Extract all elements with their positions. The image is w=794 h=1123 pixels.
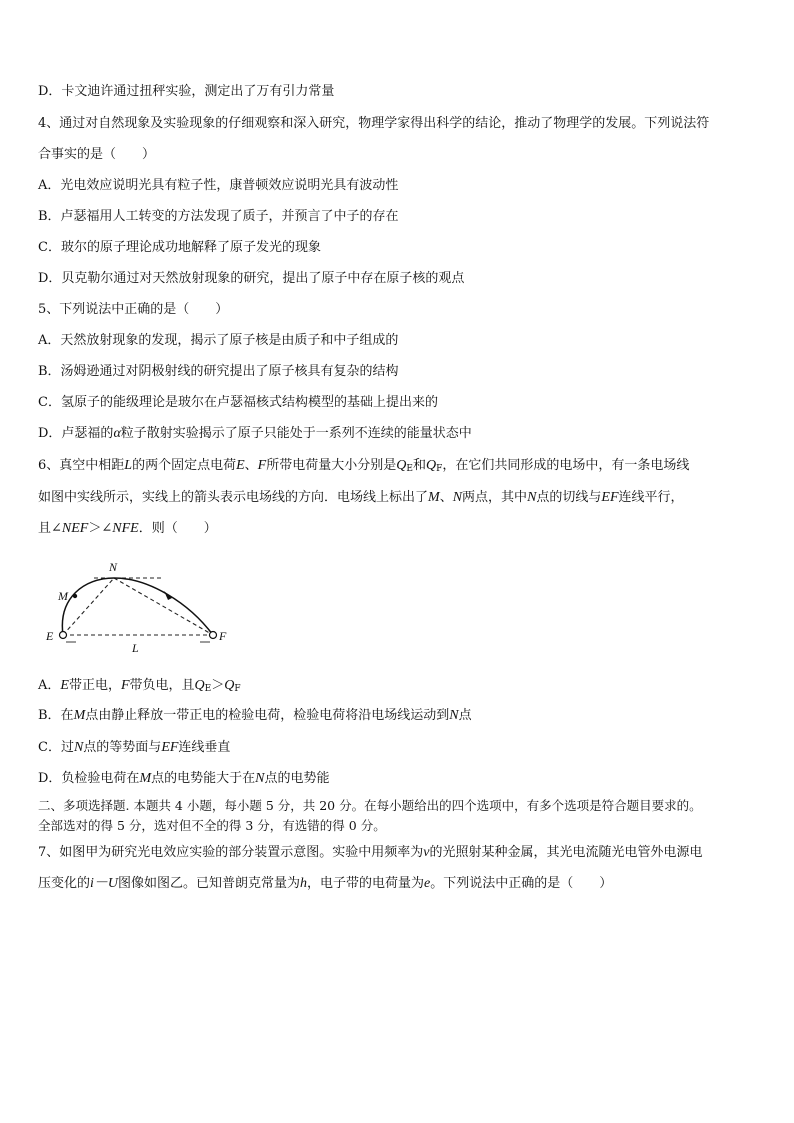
var-N: N — [449, 708, 459, 723]
text: 带正电， — [68, 678, 121, 693]
var-N: N — [255, 771, 265, 786]
var-N: N — [452, 490, 463, 505]
text: 两点，其中 — [462, 490, 528, 505]
var-Q: Q — [396, 458, 407, 473]
subscript-E: E — [406, 464, 413, 474]
subscript-F: F — [436, 464, 443, 474]
label-F: F — [219, 629, 227, 643]
text: 点的电势能大于在 — [151, 771, 256, 786]
subscript-E: E — [204, 684, 212, 694]
var-EF: EF — [601, 490, 619, 505]
q7-stem-line1 — [38, 845, 703, 861]
charge-F-icon — [210, 632, 217, 639]
text: 的两个固定点电荷 — [132, 458, 237, 473]
q4-stem-line1: 4、通过对自然现象及实验现象的仔细观察和深入研究，物理学家得出科学的结论，推动了物理学的发展。下列说法符 — [38, 116, 710, 131]
text: 点的等势面与 — [83, 740, 162, 755]
var-Q: Q — [425, 458, 437, 473]
text: ．则（ ） — [138, 521, 217, 536]
q5-option-b: B．汤姆逊通过对阴极射线的研究提出了原子核具有复杂的结构 — [38, 364, 399, 379]
var-N: N — [527, 490, 537, 505]
text: ，电子带的电荷量为 — [307, 876, 425, 891]
var-M: M — [428, 490, 440, 505]
q5-option-d-text: 粒子散射实验揭示了原子只能处于一系列不连续的能量状态中 — [120, 426, 472, 441]
text: 点的切线与 — [536, 490, 602, 505]
text: 连线垂直 — [178, 740, 231, 755]
var-N: N — [73, 740, 84, 755]
EN-dashed-line — [63, 578, 114, 635]
var-E: E — [60, 678, 69, 693]
q6-option-a — [38, 678, 241, 697]
q5-option-d-text: D．卢瑟福的 — [38, 426, 114, 441]
text: 如图中实线所示，实线上的箭头表示电场线的方向．电场线上标出了 — [38, 490, 429, 505]
q6-option-c — [38, 740, 230, 756]
var-nu: ν — [423, 845, 430, 860]
angle-NEF: NEF — [61, 521, 89, 536]
text: ，在它们共同形成的电场中，有一条电场线 — [442, 458, 690, 473]
q7-stem-line2 — [38, 876, 612, 892]
charge-E-icon — [60, 632, 67, 639]
var-F: F — [120, 678, 130, 693]
q4-option-a: A．光电效应说明光具有粒子性，康普顿效应说明光具有波动性 — [38, 178, 399, 193]
field-line-diagram — [44, 558, 244, 658]
label-L: L — [132, 641, 139, 655]
label-E: E — [46, 629, 54, 643]
var-Q: Q — [194, 678, 205, 693]
text: 点 — [458, 708, 472, 723]
var-iU: i－U — [90, 876, 119, 891]
electric-field-line — [62, 578, 213, 635]
text: 、 — [439, 490, 453, 505]
NF-dashed-line — [114, 578, 213, 635]
alpha-symbol: α — [113, 426, 121, 441]
text: B．在 — [38, 708, 74, 723]
text: 点的电势能 — [264, 771, 330, 786]
text: C．过 — [38, 740, 74, 755]
text: 的光照射某种金属，其光电流随光电管外电源电 — [429, 845, 703, 860]
text: 和 — [412, 458, 426, 473]
section2-heading-line2: 全部选对的得 5 分，选对但不全的得 3 分，有选错的得 0 分。 — [38, 818, 386, 833]
var-EF: EF — [161, 740, 179, 755]
label-N: N — [109, 560, 118, 574]
q6-stem-line2 — [38, 490, 684, 506]
q5-option-d — [38, 426, 472, 442]
q6-stem-line3 — [38, 521, 217, 537]
text: 图像如图乙。已知普朗克常量为 — [118, 876, 301, 891]
q3-option-d: D．卡文迪许通过扭秤实验，测定出了万有引力常量 — [38, 84, 335, 99]
var-Q: Q — [224, 678, 235, 693]
q4-stem-line2: 合事实的是（ ） — [38, 147, 156, 162]
section2-heading-line1: 二、多项选择题. 本题共 4 小题，每小题 5 分，共 20 分。在每小题给出的四个选项中，有多个选项是符合题目要求的。 — [38, 798, 702, 813]
q4-option-b: B．卢瑟福用人工转变的方法发现了质子，并预言了中子的存在 — [38, 209, 399, 224]
text: ＞ — [211, 678, 225, 693]
text: 带负电，且 — [129, 678, 195, 693]
point-M-marker — [73, 594, 77, 598]
text: ＞∠ — [88, 521, 113, 536]
text: 压变化的 — [38, 876, 91, 891]
var-M: M — [73, 708, 86, 723]
var-L: L — [124, 458, 133, 473]
text: D．负检验电荷在 — [38, 771, 140, 786]
subscript-F: F — [234, 684, 241, 694]
q5-stem: 5、下列说法中正确的是（ ） — [38, 302, 229, 317]
q6-option-d — [38, 771, 329, 787]
text: A． — [38, 678, 61, 693]
text: 且∠ — [38, 521, 62, 536]
text: 。下列说法中正确的是（ ） — [430, 876, 613, 891]
var-E: E — [236, 458, 245, 473]
field-arrow-icon — [164, 591, 172, 600]
text: 连线平行， — [618, 490, 684, 505]
text: 6、真空中相距 — [38, 458, 125, 473]
q5-option-c: C．氢原子的能级理论是玻尔在卢瑟福核式结构模型的基础上提出来的 — [38, 395, 438, 410]
text: 所带电荷量大小分别是 — [266, 458, 397, 473]
var-F: F — [257, 458, 267, 473]
text: 、 — [244, 458, 258, 473]
text: 7、如图甲为研究光电效应实验的部分装置示意图。实验中用频率为 — [38, 845, 424, 860]
q5-option-a: A．天然放射现象的发现，揭示了原子核是由质子和中子组成的 — [38, 333, 399, 348]
var-M: M — [139, 771, 152, 786]
q6-stem-line1 — [38, 458, 689, 477]
q4-option-d: D．贝克勒尔通过对天然放射现象的研究，提出了原子中存在原子核的观点 — [38, 271, 465, 286]
var-h: h — [300, 876, 308, 891]
var-e: e — [424, 876, 431, 891]
label-M: M — [58, 589, 68, 603]
text: 点由静止释放一带正电的检验电荷，检验电荷将沿电场线运动到 — [85, 708, 450, 723]
q4-option-c: C．玻尔的原子理论成功地解释了原子发光的现象 — [38, 240, 321, 255]
q6-option-b — [38, 708, 472, 724]
angle-NFE: NFE — [112, 521, 139, 536]
